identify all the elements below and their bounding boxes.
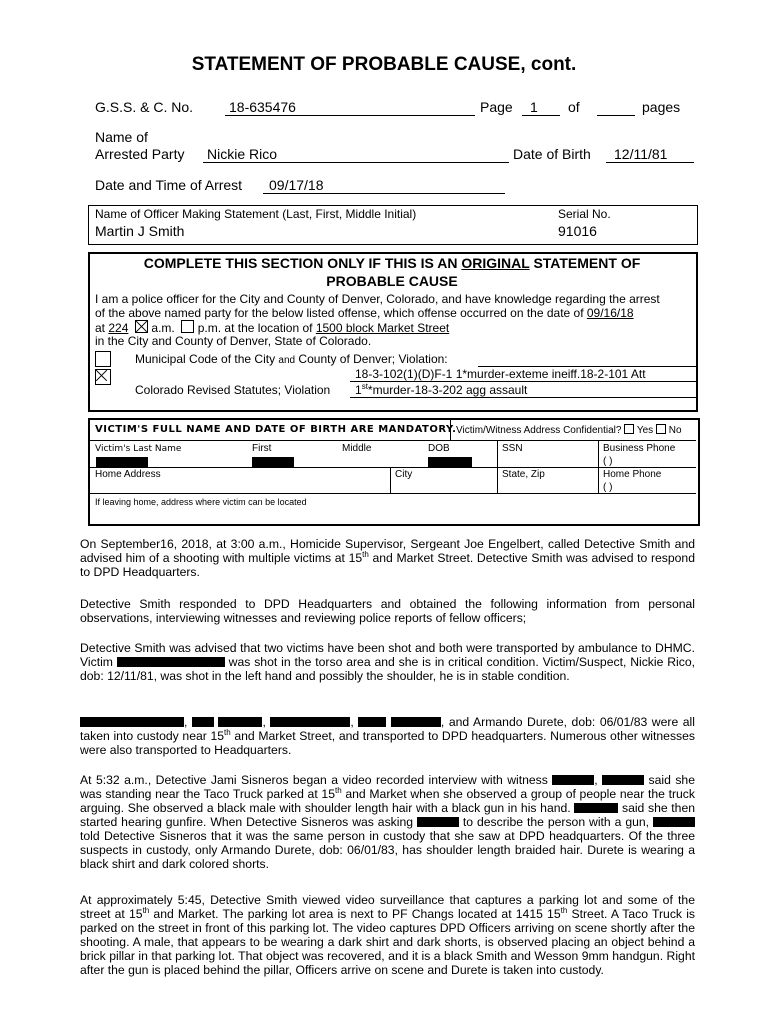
victim-middle-label: Middle [342, 443, 372, 454]
victim-first-label: First [252, 443, 272, 454]
total-pages-field[interactable] [597, 99, 635, 116]
page-number-field[interactable]: 1 [522, 99, 560, 116]
statute-line1-rule [350, 381, 696, 382]
victim-mandatory-notice: VICTIM'S FULL NAME AND DATE OF BIRTH ARE MANDATORY. [95, 424, 457, 435]
am-label: a.m. [151, 321, 175, 335]
statute-line2-b: *murder-18-3-202 agg assault [367, 383, 528, 397]
offense-time-field[interactable]: 224 [108, 321, 129, 335]
p5-text-a: At 5:32 a.m., Detective Jami Sisneros began a video recorded interview with witness [80, 773, 553, 787]
crs-label: Colorado Revised Statutes; Violation [135, 383, 331, 397]
p5-text-c: and Market when she observed a group of people near the truck arguing. She observed a black male with shoulder length hair with a black gun in his hand. [80, 787, 695, 815]
p6-sup-1: th [142, 905, 150, 915]
arrest-label: Date and Time of Arrest [95, 177, 243, 193]
victim-name-redaction [117, 657, 225, 667]
p3-text-b: was shot in the torso area and she is in critical condition. Victim/Suspect, Nickie Rico, dob: 12/11/81, was shot in the left hand and possibly the shoulder, he is in stable condition. [80, 655, 696, 683]
business-phone-field[interactable]: ( ) [603, 456, 613, 467]
at-label: at [95, 321, 109, 335]
suspect-redaction-3 [218, 717, 262, 727]
victim-phone-divider [598, 440, 599, 493]
pm-label: p.m. at the location of [197, 321, 316, 335]
municipal-label-2: County of Denver; Violation: [295, 352, 448, 366]
dob-label: Date of Birth [513, 146, 591, 162]
home-phone-field[interactable]: ( ) [603, 482, 613, 493]
victim-city-divider [390, 467, 391, 493]
arrested-name-field[interactable]: Nickie Rico [203, 146, 509, 163]
name-label-line2: Arrested Party [95, 146, 185, 162]
offense-date-field[interactable]: 09/16/18 [586, 306, 634, 320]
narrative-paragraph-2 [80, 597, 695, 625]
original-heading [90, 255, 694, 271]
statute-line1[interactable]: 18-3-102(1)(D)F-1 1*murder-exteme ineiff.18-2-101 Att [355, 367, 646, 381]
statute-line2-sup: st [361, 382, 368, 391]
of-label: of [568, 99, 580, 115]
p6-text-a: At approximately 5:45, Detective Smith viewed video surveillance that captures a parking lot and some of the street at 15 [80, 893, 695, 921]
p5-text-d: said she then started hearing gunfire. When Detective Sisneros was asking [80, 801, 696, 829]
serial-field[interactable]: 91016 [558, 223, 597, 239]
arrest-date-field[interactable]: 09/17/18 [263, 177, 505, 194]
state-zip-label: State, Zip [502, 469, 545, 480]
narrative-paragraph-1 [80, 537, 695, 579]
home-phone-label: Home Phone [603, 469, 662, 480]
suspect-redaction-4 [270, 717, 350, 727]
original-text-line3 [95, 320, 449, 335]
pages-label: pages [642, 99, 681, 115]
narrative-paragraph-3 [80, 641, 695, 683]
p1-sup: th [362, 549, 369, 559]
witness-redaction-5 [653, 817, 695, 827]
officer-name-label: Name of Officer Making Statement (Last, First, Middle Initial) [95, 207, 417, 221]
p5-sup: th [334, 785, 342, 795]
confidential-label [456, 424, 682, 437]
name-label-line1: Name of [95, 129, 148, 145]
p5-text-f: told Detective Sisneros that it was the same person in custody that she saw at DPD headquarters. Of the three suspects in custody, only Armando Durete, dob: 06/01/83, has shoulder length braided hair. Durete is wearing a black shirt and dark colored shorts. [80, 829, 695, 871]
location-field[interactable]: 1500 block Market Street [315, 321, 450, 335]
p4-sup: th [224, 727, 231, 737]
statute-line2-a: 1 [355, 383, 362, 397]
gss-label: G.S.S. & C. No. [95, 99, 194, 115]
suspect-redaction-2 [192, 717, 214, 727]
victim-ssn-label: SSN [502, 443, 523, 454]
victim-last-name-label: Victim's Last Name [95, 444, 182, 454]
leaving-home-label: If leaving home, address where victim can be located [95, 497, 307, 507]
serial-label: Serial No. [558, 207, 611, 221]
municipal-label-1: Municipal Code of the City [135, 352, 279, 366]
victim-row1-rule [90, 467, 696, 468]
p6-sup-2: th [560, 905, 568, 915]
confidential-yes-label: Yes [636, 425, 654, 436]
narrative-paragraph-4: , , , , and Armando Durete, dob: 06/01/83 were all taken into custody near 15th and Market Street, and transported to DPD headquarters. Numerous other witnesses were also transported to Headquarters. [80, 715, 696, 757]
page-label: Page [480, 99, 513, 115]
municipal-label-and: and [278, 355, 296, 366]
p6-text-b: and Market. The parking lot area is next to PF Changs located at 1415 15 [149, 907, 561, 921]
witness-redaction-3 [574, 803, 618, 813]
victim-ssn-divider [497, 440, 498, 493]
victim-header-rule [90, 440, 696, 441]
p5-text-e: to describe the person with a gun, [458, 815, 653, 829]
witness-redaction-1 [552, 775, 594, 785]
crs-checkbox[interactable] [95, 369, 111, 385]
municipal-checkbox[interactable] [95, 351, 111, 367]
original-text-line2 [95, 306, 634, 320]
p3-text-a: Detective Smith was advised that two victims have been shot and both were transported by ambulance to DHMC. Victim [80, 641, 695, 669]
p4-text-a: , and Armando Durete, dob: 06/01/83 were all taken into custody near 15 [80, 715, 695, 743]
confidential-yes-checkbox[interactable] [624, 424, 634, 434]
witness-redaction-2 [602, 775, 644, 785]
page-title: STATEMENT OF PROBABLE CAUSE, cont. [191, 54, 577, 75]
city-label: City [395, 469, 413, 480]
business-phone-label: Business Phone [603, 443, 676, 454]
p2-text: Detective Smith responded to DPD Headquarters and obtained the following information from personal observations, interviewing witnesses and reviewing police reports of fellow officers; [80, 597, 695, 625]
victim-row2-rule [90, 493, 696, 494]
municipal-label [135, 352, 448, 368]
original-heading-line2: PROBABLE CAUSE [326, 273, 458, 289]
witness-redaction-4 [417, 817, 459, 827]
victim-dob-label: DOB [428, 443, 450, 454]
am-checkbox[interactable] [135, 320, 148, 333]
p1-text-b: and Market Street. Detective Smith was advised to respond to DPD Headquarters. [80, 551, 695, 579]
original-heading-part2: STATEMENT OF [529, 255, 641, 271]
narrative-paragraph-6 [80, 893, 695, 977]
original-text-line4: in the City and County of Denver, State of Colorado. [95, 334, 372, 348]
gss-field[interactable]: 18-635476 [225, 99, 475, 116]
suspect-redaction-5 [358, 717, 386, 727]
p4-text-b: and Market Street, and transported to DPD headquarters. Numerous other witnesses were also transported to Headquarters. [80, 729, 696, 757]
confidential-no-checkbox[interactable] [656, 424, 666, 434]
narrative-paragraph-5: At 5:32 a.m., Detective Jami Sisneros began a video recorded interview with witness , said she was standing near the Taco Truck parked at 15th and Market when she observed a group of people near the truck arguing. She observed a black male with shoulder length hair with a black gun in his hand. said she then started hearing gunfire. When Detective Sisneros was asking to describe the person with a gun, told Detective Sisneros that it was the same person in custody that she saw at DPD headquarters. Of the three suspects in custody, only Armando Durete, dob: 06/01/83, has shoulder length braided hair. Durete is wearing a black shirt and dark colored shorts. [80, 773, 696, 871]
confidential-no-label: No [668, 425, 682, 436]
officer-name-field[interactable]: Martin J Smith [95, 223, 185, 239]
dob-field[interactable]: 12/11/81 [606, 146, 694, 163]
confidential-question: Victim/Witness Address Confidential? [456, 425, 622, 436]
statute-line2-rule [350, 397, 696, 398]
suspect-redaction-6 [391, 717, 441, 727]
original-text-line2-label: of the above named party for the below listed offense, which offense occurred on the date of [95, 306, 587, 320]
original-heading-part1: COMPLETE THIS SECTION ONLY IF THIS IS AN [143, 255, 462, 271]
p1-text-a: On September16, 2018, at 3:00 a.m., Homicide Supervisor, Sergeant Joe Engelbert, called Detective Smith and advised him of a shooting with multiple victims at 15 [80, 537, 695, 565]
statute-line2[interactable] [355, 383, 527, 397]
pm-checkbox[interactable] [181, 320, 194, 333]
p6-text-c: Street. A Taco Truck is parked on the street in front of this parking lot. The video captures DPD Officers arriving on scene shortly after the shooting. A male, that appears to be wearing a dark shirt and dark shorts, is observed placing an object behind a brick pillar in that parking lot. That object was recovered, and it is a black Smith and Wesson 9mm handgun. Right after the gun is placed behind the pillar, Officers arrive on scene and Durete is taken into custody. [80, 907, 695, 977]
original-heading-emphasis: ORIGINAL [461, 255, 530, 271]
original-text-line1: I am a police officer for the City and County of Denver, Colorado, and have knowledge regarding the arrest [95, 292, 660, 306]
p5-text-b: said she was standing near the Taco Truck parked at 15 [80, 773, 695, 801]
suspect-redaction-1 [80, 717, 184, 727]
home-address-label: Home Address [95, 469, 161, 480]
